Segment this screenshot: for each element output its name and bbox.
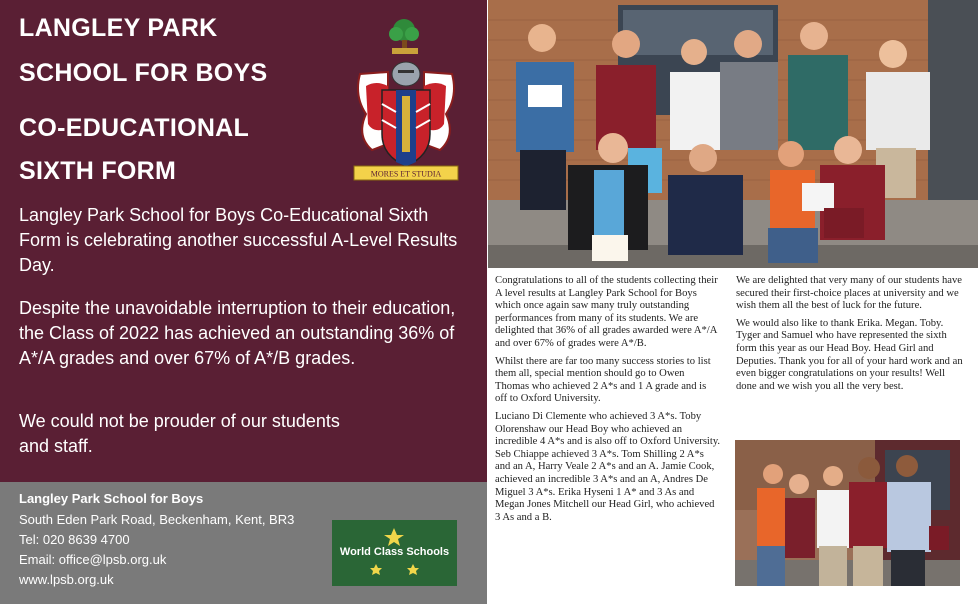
students-group-photo <box>488 0 978 268</box>
article-paragraph: Luciano Di Clemente who achieved 3 A*s. Toby Olorenshaw our Head Boy who achieved an incredible 4 A*s and is also off to Oxford University. Seb Chiappe achieved 3 A*s. Tom Shilling 2 A*s and an A, Harry Veale 2 A*s and an A. Jamie Cook, achieved an incredible 3 A*s and an A, Andres De Miguel 3 A*s. Erika Hyseni 1 A* and 3 As and Megan Jones Mitchell our Head Girl, who achieved 3 As and a B. <box>495 410 721 523</box>
article-column-2 <box>736 275 964 398</box>
head-students-photo <box>735 440 960 586</box>
footer-address: South Eden Park Road, Beckenham, Kent, BR3 <box>19 512 295 527</box>
school-title-line-1: LANGLEY PARK <box>19 14 218 42</box>
pride-paragraph: We could not be prouder of our students and staff. <box>19 411 340 456</box>
footer-school-name: Langley Park School for Boys <box>19 491 204 506</box>
crest-motto: MORES ET STUDIA <box>370 169 442 179</box>
school-title-line-2: SCHOOL FOR BOYS <box>19 59 268 87</box>
article-paragraph: Whilst there are far too many success stories to list them all, special mention should go to Owen Thomas who achieved 2 A*s and 1 A grade and is off to Oxford University. <box>495 355 711 405</box>
article-paragraph: We are delighted that very many of our students have secured their first-choice places at university and we wish them all the best of luck for the future. <box>736 275 962 312</box>
intro-paragraph: Langley Park School for Boys Co-Educational Sixth Form is celebrating another successful A-Level Results Day. <box>19 205 458 275</box>
footer-website[interactable]: www.lpsb.org.uk <box>19 572 114 587</box>
world-class-schools-badge <box>332 520 457 586</box>
sixth-form-title-line-1: CO-EDUCATIONAL <box>19 114 250 142</box>
article-paragraph: Congratulations to all of the students collecting their A level results at Langley Park School for Boys which once again saw many truly outstanding performances from many of its students. We are delighted that 36% of all grades awarded were A*/A and over 67% of grades were A*/B. <box>495 275 718 349</box>
results-paragraph: Despite the unavoidable interruption to their education, the Class of 2022 has achieved an outstanding 36% of A*/A grades and over 67% of A*/B grades. <box>19 298 456 368</box>
footer-telephone[interactable]: Tel: 020 8639 4700 <box>19 532 130 547</box>
article-column-1 <box>495 275 721 529</box>
badge-label: World Class Schools <box>339 546 450 558</box>
school-crest-icon <box>352 16 460 184</box>
sixth-form-title-line-2: SIXTH FORM <box>19 157 177 185</box>
footer-email[interactable]: Email: office@lpsb.org.uk <box>19 552 167 567</box>
article-paragraph: We would also like to thank Erika. Megan. Toby. Tyger and Samuel who have represented the sixth form this year as our Head Boy. Head Girl and Deputies. Thank you for all of your hard work and an even bigger congratulations on your results! Well done and we wish you all the very best. <box>736 317 963 392</box>
